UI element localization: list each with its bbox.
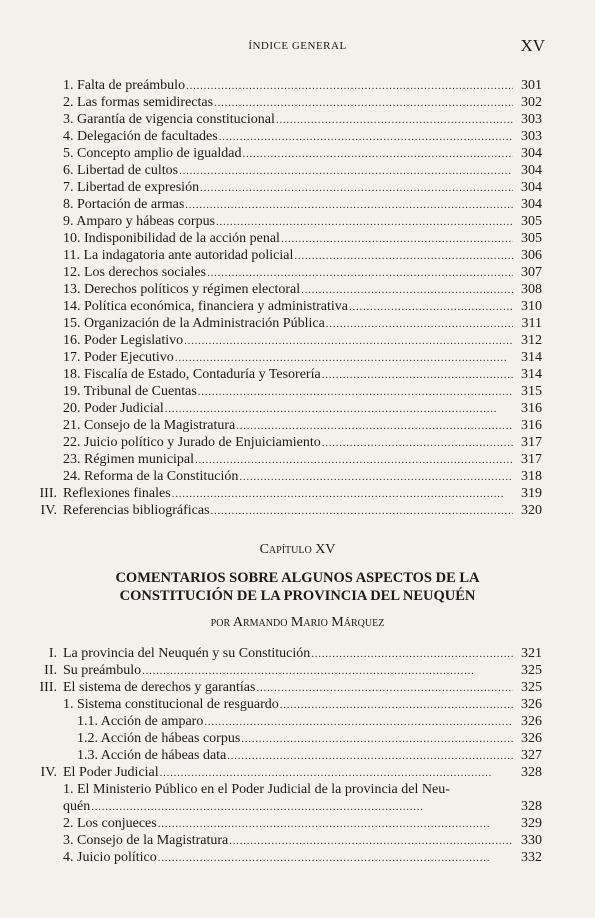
toc-entry-label: 16. Poder Legislativo: [63, 333, 184, 348]
toc-roman-numeral: IV.: [40, 503, 57, 518]
dot-leader: [185, 197, 513, 214]
toc-entry-page: 316: [521, 418, 542, 433]
toc-entry-label: 14. Política económica, financiera y administrativa: [63, 299, 348, 314]
toc-entry-label: 23. Régimen municipal: [63, 452, 195, 467]
toc-entry-page: 303: [521, 129, 542, 144]
dot-leader: [165, 401, 513, 418]
toc-entry-label: 13. Derechos políticos y régimen electoral: [63, 282, 301, 297]
toc-section-entry: [30, 485, 542, 502]
toc-entry-page: 308: [521, 282, 542, 297]
toc-entry-page: 301: [521, 78, 542, 93]
toc-entry-label: Su preámbulo: [63, 663, 142, 678]
toc-entry-label: 11. La indagatoria ante autoridad policial: [63, 248, 294, 263]
toc-entry-page: 325: [521, 680, 542, 695]
toc-entry-label: 6. Libertad de cultos: [63, 163, 179, 178]
dot-leader: [229, 833, 513, 850]
toc-roman-numeral: III.: [39, 680, 57, 695]
dot-leader: [160, 765, 513, 782]
dot-leader: [276, 112, 513, 129]
dot-leader: [198, 384, 513, 401]
toc-entry-page: 320: [521, 503, 542, 518]
toc-entry-page: 329: [521, 816, 542, 831]
toc-entry: [30, 128, 542, 145]
toc-entry: [30, 281, 542, 298]
toc-entry-page: 326: [521, 697, 542, 712]
toc-entry-label: 9. Amparo y hábeas corpus: [63, 214, 216, 229]
toc-entry-label: 4. Delegación de facultades: [63, 129, 218, 144]
toc-entry-page: 304: [521, 163, 542, 178]
dot-leader: [200, 180, 513, 197]
toc-entry: [30, 298, 542, 315]
toc-entry-page: 306: [521, 248, 542, 263]
toc-entry-label: 4. Juicio político: [63, 850, 157, 865]
toc-entry-label: 7. Libertad de expresión: [63, 180, 200, 195]
toc-entry: [30, 434, 542, 451]
toc-entry-page: 327: [521, 748, 542, 763]
toc-entry-label: 10. Indisponibilidad de la acción penal: [63, 231, 280, 246]
toc-entry-page: 321: [521, 646, 542, 661]
toc-section-entry: [30, 764, 542, 781]
toc-entry: [30, 468, 542, 485]
toc-entry-label: El sistema de derechos y garantías: [63, 680, 256, 695]
toc-section-entry: [30, 645, 542, 662]
toc-entry-page: 307: [521, 265, 542, 280]
toc-entry: [30, 349, 542, 366]
toc-entry-page: 317: [521, 452, 542, 467]
dot-leader: [241, 731, 513, 748]
toc-entry: [30, 849, 542, 866]
dot-leader: [256, 680, 513, 697]
dot-leader: [294, 248, 513, 265]
toc-entry: [30, 247, 542, 264]
chapter-author: por Armando Mario Márquez: [210, 615, 385, 630]
dot-leader: [239, 469, 513, 486]
dot-leader: [91, 799, 513, 816]
dot-leader: [236, 418, 513, 435]
toc-entry-page: 302: [521, 95, 542, 110]
toc-entry-label: 5. Concepto amplio de igualdad: [63, 146, 242, 161]
toc-entry: [30, 196, 542, 213]
toc-entry-page: 303: [521, 112, 542, 127]
toc-entry: [30, 315, 542, 332]
toc-entry-page: 326: [521, 714, 542, 729]
dot-leader: [311, 646, 513, 663]
toc-roman-numeral: I.: [48, 646, 57, 661]
toc-entry-page: 312: [521, 333, 542, 348]
toc-roman-numeral: III.: [39, 486, 57, 501]
toc-section-entry: [30, 502, 542, 519]
toc-entry: [30, 145, 542, 162]
toc-entry-label-line-1: 1. El Ministerio Público en el Poder Judicial de la provincia del Neu-: [63, 782, 450, 797]
toc-entry-label: 8. Portación de armas: [63, 197, 185, 212]
toc-entry-page: 325: [521, 663, 542, 678]
toc-entry-label: 20. Poder Judicial: [63, 401, 164, 416]
toc-entry: [30, 332, 542, 349]
dot-leader: [214, 95, 513, 112]
toc-entry-page: 318: [521, 469, 542, 484]
toc-entry: [30, 111, 542, 128]
toc-entry-label: 21. Consejo de la Magistratura: [63, 418, 236, 433]
dot-leader: [216, 214, 513, 231]
toc-entry-page: 310: [521, 299, 542, 314]
dot-leader: [211, 503, 513, 520]
toc-entry: [30, 264, 542, 281]
dot-leader: [322, 435, 513, 452]
dot-leader: [281, 231, 513, 248]
toc-entry-label: 24. Reforma de la Constitución: [63, 469, 239, 484]
dot-leader: [175, 350, 513, 367]
toc-entry: [30, 213, 542, 230]
toc-entry-page: 314: [521, 367, 542, 382]
toc-entry-page: 326: [521, 731, 542, 746]
toc-entry: [30, 94, 542, 111]
toc-entry: [30, 451, 542, 468]
dot-leader: [179, 163, 513, 180]
toc-entry-label: 1.1. Acción de amparo: [77, 714, 204, 729]
toc-entry: [30, 230, 542, 247]
dot-leader: [172, 486, 513, 503]
toc-entry-label: 2. Los conjueces: [63, 816, 157, 831]
toc-entry-page: 319: [521, 486, 542, 501]
dot-leader: [184, 333, 513, 350]
dot-leader: [322, 367, 513, 384]
toc-section-chapter: [30, 645, 542, 866]
dot-leader: [301, 282, 513, 299]
toc-entry-label: Referencias bibliográficas: [63, 503, 210, 518]
toc-entry-page: 317: [521, 435, 542, 450]
toc-subentry: [30, 713, 542, 730]
toc-entry-page: 330: [521, 833, 542, 848]
dot-leader: [326, 316, 513, 333]
chapter-title-line-2: CONSTITUCIÓN DE LA PROVINCIA DEL NEUQUÉN: [119, 588, 476, 604]
toc-entry-label: 1. Falta de preámbulo: [63, 78, 186, 93]
dot-leader: [158, 816, 513, 833]
chapter-label: [0, 542, 595, 558]
toc-entry-label: 22. Juicio político y Jurado de Enjuiciamiento: [63, 435, 321, 450]
toc-entry-label: 15. Organización de la Administración Pública: [63, 316, 325, 331]
toc-entry-page: 311: [521, 316, 542, 331]
dot-leader: [242, 146, 513, 163]
toc-entry-page: 315: [521, 384, 542, 399]
toc-entry-label: El Poder Judicial: [63, 765, 159, 780]
toc-entry-page: 316: [521, 401, 542, 416]
toc-entry-label: 1.2. Acción de hábeas corpus: [77, 731, 241, 746]
toc-entry: [30, 832, 542, 849]
toc-subentry: [30, 730, 542, 747]
toc-entry: [30, 696, 542, 713]
toc-entry-page: 304: [521, 180, 542, 195]
toc-entry-page: 332: [521, 850, 542, 865]
toc-entry-label-line-2: quén: [63, 799, 91, 814]
dot-leader: [227, 748, 513, 765]
toc-entry: [30, 400, 542, 417]
running-head: [0, 36, 595, 56]
toc-entry-label: 3. Garantía de vigencia constitucional: [63, 112, 275, 127]
toc-entry-page: 304: [521, 146, 542, 161]
toc-section-entry: [30, 679, 542, 696]
toc-entry-page: 305: [521, 214, 542, 229]
toc-entry-page: 304: [521, 197, 542, 212]
toc-entry-label: 18. Fiscalía de Estado, Contaduría y Tesorería: [63, 367, 321, 382]
dot-leader: [204, 714, 513, 731]
running-head-title: ÍNDICE GENERAL: [248, 40, 347, 52]
toc-section-previous: [30, 77, 542, 519]
running-head-page-number: XV: [520, 36, 545, 55]
dot-leader: [349, 299, 513, 316]
dot-leader: [207, 265, 513, 282]
toc-section-entry: [30, 662, 542, 679]
dot-leader: [195, 452, 513, 469]
toc-roman-numeral: II.: [44, 663, 57, 678]
toc-entry-page: 305: [521, 231, 542, 246]
dot-leader: [158, 850, 513, 867]
toc-entry: [30, 77, 542, 94]
toc-entry: [30, 815, 542, 832]
toc-entry: [30, 366, 542, 383]
toc-entry-label: 3. Consejo de la Magistratura: [63, 833, 229, 848]
chapter-title-line-1: COMENTARIOS SOBRE ALGUNOS ASPECTOS DE LA: [115, 570, 480, 586]
dot-leader: [280, 697, 513, 714]
toc-entry: [30, 179, 542, 196]
dot-leader: [142, 663, 513, 680]
toc-entry-label: La provincia del Neuquén y su Constitución: [63, 646, 311, 661]
toc-entry-label: 12. Los derechos sociales: [63, 265, 207, 280]
toc-entry-label: 1.3. Acción de hábeas data: [77, 748, 227, 763]
toc-roman-numeral: IV.: [40, 765, 57, 780]
toc-entry-label: 2. Las formas semidirectas: [63, 95, 214, 110]
toc-entry-label: 1. Sistema constitucional de resguardo: [63, 697, 279, 712]
dot-leader: [186, 78, 513, 95]
dot-leader: [219, 129, 513, 146]
toc-entry-label: 17. Poder Ejecutivo: [63, 350, 174, 365]
toc-entry-page: 314: [521, 350, 542, 365]
toc-entry-label: 19. Tribunal de Cuentas: [63, 384, 197, 399]
toc-entry-label: Reflexiones finales: [63, 486, 171, 501]
chapter-label-text: Capítulo XV: [259, 542, 336, 557]
toc-entry-page: 328: [521, 765, 542, 780]
toc-entry: [30, 417, 542, 434]
toc-entry-page: 328: [521, 799, 542, 814]
toc-subentry: [30, 747, 542, 764]
toc-entry: [30, 383, 542, 400]
toc-entry: [30, 162, 542, 179]
toc-entry-multiline: [30, 781, 542, 815]
